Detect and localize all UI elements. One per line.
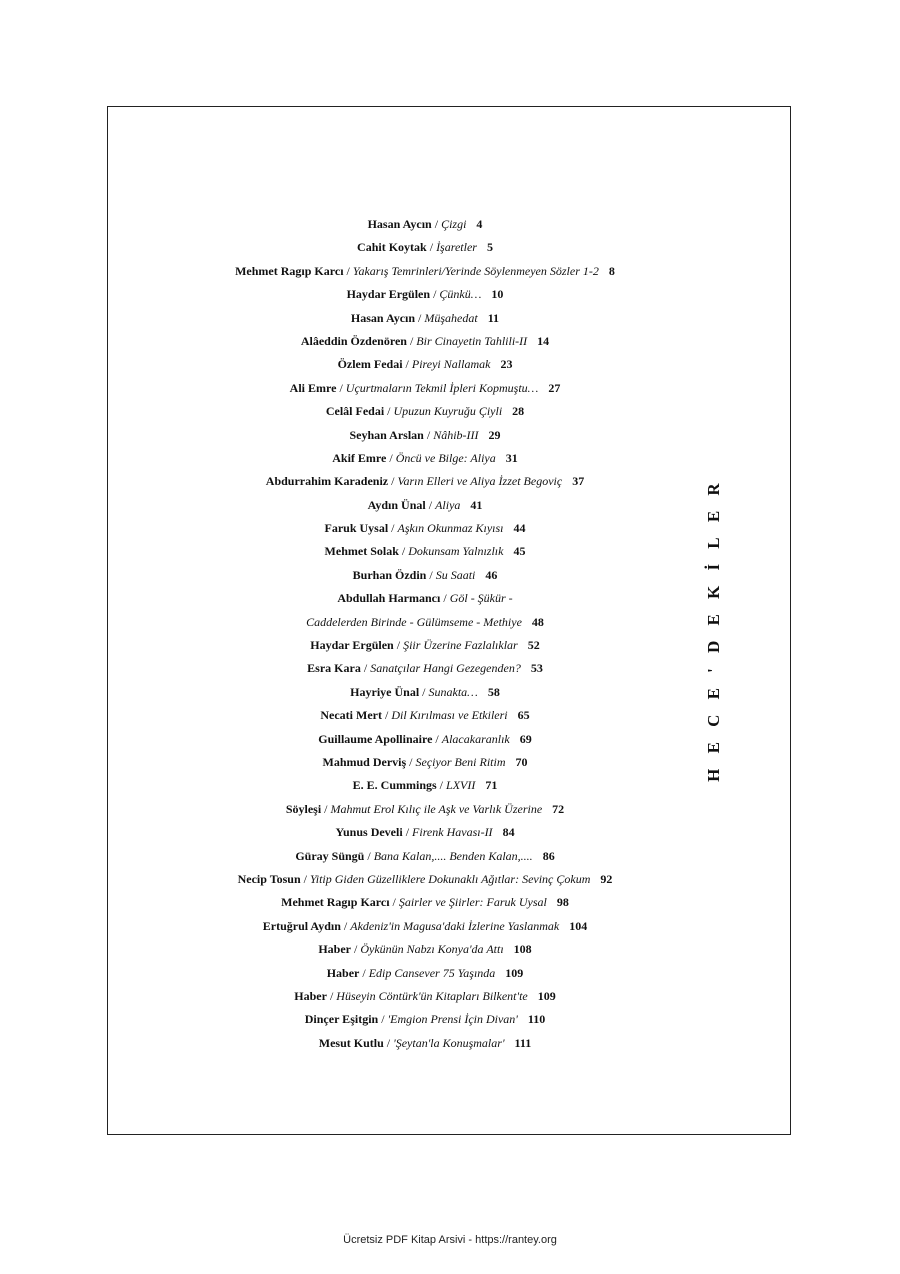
toc-page-number: 92 [600,871,613,886]
toc-separator: / [393,638,404,653]
toc-author: Necip Tosun [237,871,301,886]
toc-author: Celâl Fedai [325,404,385,419]
toc-page-number: 37 [572,474,585,489]
toc-entry [105,751,745,774]
footer-text: Ücretsiz PDF Kitap Arsivi - https://rantey.org [343,1234,557,1246]
toc-work-title: Öykünün Nabzı Konya'da Attı [360,942,504,957]
toc-page-number: 65 [517,708,530,723]
toc-separator: / [386,450,396,465]
toc-entry [105,1032,745,1055]
toc-page-number: 69 [519,731,532,746]
toc-work-title: Mahmut Erol Kılıç ile Aşk ve Varlık Üzerine [330,801,543,816]
toc-work-title: Sanatçılar Hangi Gezegenden? [370,661,521,676]
toc-separator: / [431,217,442,231]
toc-author: Haber [294,988,327,1003]
toc-entry [105,611,745,634]
toc-entry [105,821,745,844]
toc-entry [105,400,745,423]
toc-entry [105,470,745,493]
toc-work-title: Şairler ve Şiirler: Faruk Uysal [398,895,547,910]
toc-author: Esra Kara [307,661,361,676]
toc-page-number: 110 [527,1012,546,1027]
toc-author: Mehmet Ragıp Karcı [235,263,344,278]
toc-entry [105,891,745,914]
toc-page-number: 8 [608,263,615,278]
toc-work-title: Şiir Üzerine Fazlalıklar [403,638,518,653]
toc-author: Necati Mert [320,708,382,723]
toc-work-title: Akdeniz'in Magusa'daki İzlerine Yaslanmak [350,918,560,933]
toc-work-title: Çünkü… [439,287,482,302]
toc-separator: / [432,731,442,746]
toc-separator: / [300,871,310,886]
toc-work-title: Göl - Şükür - [449,591,513,606]
toc-entry [105,377,745,400]
toc-work-title: Caddelerden Birinde - Gülümseme - Methiye [306,614,522,629]
toc-work-title: 'Emgion Prensi İçin Divan' [387,1012,518,1027]
toc-separator: / [383,1035,394,1050]
toc-entry [105,728,745,751]
toc-separator: / [340,918,351,933]
toc-work-title: Öncü ve Bilge: Aliya [395,450,496,465]
toc-separator: / [415,310,425,325]
toc-author: Aydın Ünal [367,497,426,512]
toc-separator: / [426,567,436,582]
toc-entry [105,704,745,727]
toc-page-number: 98 [556,895,569,910]
toc-separator: / [326,988,337,1003]
toc-author: Burhan Özdin [352,567,427,582]
toc-author: Abdullah Harmancı [337,591,441,606]
toc-work-title: Dokunsam Yalnızlık [408,544,504,559]
toc-separator: / [436,778,447,793]
toc-author: Mehmet Ragıp Karcı [281,895,390,910]
toc-work-title: Aliya [435,497,461,512]
toc-page-number: 14 [537,333,550,348]
toc-entry [105,517,745,540]
toc-separator: / [321,801,331,816]
toc-author: Haydar Ergülen [346,287,431,302]
toc-separator: / [426,240,437,255]
toc-work-title: Yakarış Temrinleri/Yerinde Söylenmeyen Sözler 1-2 [352,263,599,278]
toc-separator: / [425,497,436,512]
toc-entry [105,353,745,376]
toc-separator: / [384,404,394,419]
toc-work-title: İşaretler [436,240,477,255]
toc-page-number: 53 [530,661,543,676]
toc-page-number: 4 [476,217,483,231]
toc-separator: / [388,521,398,536]
toc-author: Ertuğrul Aydın [262,918,341,933]
toc-work-title: Dil Kırılması ve Etkileri [391,708,508,723]
toc-entry [105,985,745,1008]
toc-author: Söyleşi [285,801,322,816]
toc-author: Ali Emre [289,380,337,395]
toc-entry [105,915,745,938]
toc-work-title: Varın Elleri ve Aliya İzzet Begoviç [397,474,563,489]
toc-author: Yunus Develi [335,825,403,840]
toc-page-number: 104 [569,918,588,933]
toc-page-number: 5 [486,240,493,255]
toc-author: Haydar Ergülen [310,638,394,653]
toc-entry [105,494,745,517]
toc-separator: / [440,591,450,606]
toc-separator: / [359,965,369,980]
toc-author: Dinçer Eşitgin [304,1012,379,1027]
toc-separator: / [336,380,346,395]
toc-separator: / [406,333,417,348]
toc-separator: / [381,708,392,723]
toc-entry [105,845,745,868]
toc-page-number: 71 [485,778,498,793]
toc-work-title: Yitip Giden Güzelliklere Dokunaklı Ağıtlar: Sevinç Çokum [309,871,591,886]
toc-page-number: 72 [552,801,565,816]
toc-separator: / [389,895,399,910]
toc-work-title: Müşahedat [424,310,478,325]
toc-entry [105,798,745,821]
toc-entry [105,564,745,587]
toc-entry [105,938,745,961]
toc-page-number: 11 [487,310,500,325]
toc-entry [105,447,745,470]
toc-page-number: 84 [502,825,515,840]
toc-work-title: Bana Kalan,.... Benden Kalan,.... [373,848,533,863]
toc-page-number: 108 [513,942,532,957]
toc-page-number: 52 [527,638,540,653]
toc-work-title: Edip Cansever 75 Yaşında [368,965,496,980]
toc-page-number: 28 [512,404,525,419]
toc-page-number: 10 [491,287,504,302]
toc-author: Cahit Koytak [357,240,427,255]
toc-entry [105,307,745,330]
toc-page-number: 31 [505,450,518,465]
toc-separator: / [378,1012,388,1027]
toc-work-title: Seçiyor Beni Ritim [415,754,506,769]
toc-author: Alâeddin Özdenören [300,333,407,348]
toc-author: Seyhan Arslan [349,427,424,442]
toc-separator: / [406,754,416,769]
toc-page-number: 109 [537,988,556,1003]
toc-work-title: Bir Cinayetin Tahlili-II [416,333,528,348]
toc-author: Mahmud Derviş [322,754,407,769]
toc-work-title: Pireyi Nallamak [411,357,491,372]
toc-page-number: 27 [548,380,561,395]
toc-page-number: 70 [515,754,528,769]
toc-author: Hayriye Ünal [350,684,420,699]
toc-separator: / [350,942,361,957]
toc-entry [105,260,745,283]
toc-entry [105,330,745,353]
toc-author: E. E. Cummings [352,778,437,793]
toc-work-title: Sunakta… [428,684,478,699]
side-title [699,462,729,788]
toc-entry [105,681,745,704]
toc-page-number: 29 [488,427,501,442]
toc-page-number: 86 [542,848,555,863]
toc-entry [105,587,745,610]
toc-work-title: 'Şeytan'la Konuşmalar' [393,1035,505,1050]
toc-entry [105,236,745,259]
toc-work-title: Uçurtmaların Tekmil İpleri Kopmuştu… [345,380,539,395]
toc-author: Guillaume Apollinaire [318,731,433,746]
toc-entry [105,634,745,657]
toc-work-title: Çizgi [441,217,467,231]
toc-page-number: 23 [500,357,513,372]
toc-work-title: Firenk Havası-II [412,825,493,840]
toc-page-number: 111 [514,1035,532,1050]
toc-work-title: Nâhib-III [433,427,479,442]
toc-entry [105,962,745,985]
toc-page-number: 44 [513,521,526,536]
toc-author: Mehmet Solak [324,544,399,559]
toc-separator: / [430,287,440,302]
toc-entry [105,424,745,447]
toc-separator: / [423,427,434,442]
toc-separator: / [398,544,409,559]
toc-entry [105,1008,745,1031]
toc-page-number: 46 [485,567,498,582]
toc-author: Mesut Kutlu [318,1035,384,1050]
toc-separator: / [388,474,398,489]
table-of-contents [105,213,745,1055]
toc-page-number: 45 [513,544,526,559]
toc-work-title: Alacakaranlık [441,731,510,746]
toc-author: Faruk Uysal [324,521,389,536]
toc-entry [105,283,745,306]
toc-author: Hasan Aycın [367,217,432,231]
toc-work-title: Upuzun Kuyruğu Çiyli [393,404,503,419]
toc-entry [105,213,745,236]
toc-author: Özlem Fedai [337,357,403,372]
toc-author: Haber [318,942,351,957]
toc-work-title: Hüseyin Cöntürk'ün Kitapları Bilkent'te [336,988,528,1003]
toc-page-number: 58 [487,684,500,699]
toc-page-number: 41 [470,497,483,512]
toc-separator: / [343,263,353,278]
toc-work-title: Aşkın Okunmaz Kıyısı [397,521,504,536]
toc-author: Abdurrahim Karadeniz [265,474,389,489]
toc-entry [105,774,745,797]
toc-entry [105,868,745,891]
toc-page-number: 48 [531,614,544,629]
toc-author: Güray Süngü [295,848,365,863]
toc-author: Akif Emre [332,450,387,465]
toc-separator: / [402,825,413,840]
toc-work-title: LXVII [446,778,476,793]
toc-separator: / [402,357,412,372]
toc-entry [105,657,745,680]
toc-separator: / [419,684,429,699]
side-title-text: HECE'DEKİLER [704,468,723,782]
toc-entry [105,540,745,563]
toc-separator: / [360,661,371,676]
toc-work-title: Su Saati [435,567,476,582]
toc-author: Hasan Aycın [350,310,416,325]
toc-separator: / [364,848,374,863]
toc-author: Haber [326,965,360,980]
toc-page-number: 109 [505,965,524,980]
